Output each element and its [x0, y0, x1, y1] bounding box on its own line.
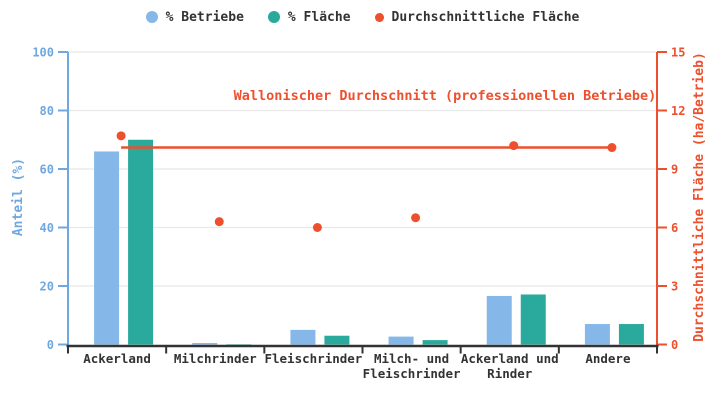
category-label-0: Ackerland — [83, 351, 151, 366]
legend-item-1[interactable] — [268, 10, 351, 25]
bar-betriebe-1[interactable] — [192, 343, 217, 344]
category-label-4: Rinder — [487, 366, 533, 381]
avg-area-point-1[interactable] — [215, 217, 224, 226]
right-axis-tick-label: 0 — [671, 338, 679, 352]
right-axis-tick-label: 12 — [671, 104, 686, 118]
bar-flaeche-0[interactable] — [128, 140, 153, 345]
legend-marker-icon — [375, 13, 384, 22]
bar-flaeche-4[interactable] — [521, 294, 546, 344]
legend — [0, 6, 725, 28]
avg-area-point-0[interactable] — [117, 131, 126, 140]
legend-marker-icon — [268, 11, 280, 23]
bar-betriebe-5[interactable] — [585, 324, 610, 344]
legend-item-label: % Betriebe — [165, 9, 244, 25]
avg-area-point-2[interactable] — [313, 223, 322, 232]
right-axis-tick-label: 6 — [671, 221, 679, 235]
category-label-3: Milch- und — [373, 351, 450, 366]
legend-item-2[interactable] — [375, 10, 580, 25]
left-axis-tick-label: 0 — [46, 338, 54, 352]
legend-item-label: % Fläche — [287, 9, 351, 25]
left-axis-tick-label: 20 — [39, 279, 54, 294]
right-axis-tick-label: 15 — [671, 45, 686, 60]
category-label-2: Fleischrinder — [264, 351, 363, 366]
category-label-4: Ackerland und — [460, 351, 559, 366]
right-axis-tick-label: 3 — [671, 279, 679, 294]
left-axis-tick-label: 40 — [39, 221, 54, 235]
left-axis-title: Anteil (%) — [11, 157, 26, 237]
legend-marker-icon — [146, 11, 158, 23]
avg-area-point-5[interactable] — [607, 143, 616, 152]
avg-area-point-3[interactable] — [411, 213, 420, 222]
reference-line-annotation: Wallonischer Durchschnitt (professionellen Betriebe) — [233, 88, 657, 104]
bar-betriebe-2[interactable] — [290, 330, 315, 345]
bar-betriebe-3[interactable] — [389, 337, 414, 345]
category-label-1: Milchrinder — [173, 351, 257, 366]
left-axis-tick-label: 60 — [39, 162, 54, 177]
legend-item-label: Durchschnittliche Fläche — [391, 9, 580, 25]
right-axis-tick-label: 9 — [671, 162, 679, 177]
right-axis-title: Durchschnittliche Fläche (ha/Betrieb) — [692, 52, 707, 342]
category-label-3: Fleischrinder — [362, 366, 461, 381]
legend-item-0[interactable] — [146, 10, 244, 25]
bar-flaeche-2[interactable] — [324, 336, 349, 345]
left-axis-tick-label: 100 — [32, 45, 54, 60]
bar-flaeche-3[interactable] — [423, 340, 448, 344]
avg-area-point-4[interactable] — [509, 141, 518, 150]
bar-betriebe-4[interactable] — [487, 296, 512, 345]
bar-flaeche-5[interactable] — [619, 324, 644, 344]
category-label-5: Andere — [585, 351, 631, 366]
left-axis-tick-label: 80 — [39, 104, 54, 118]
bar-betriebe-0[interactable] — [94, 151, 119, 344]
